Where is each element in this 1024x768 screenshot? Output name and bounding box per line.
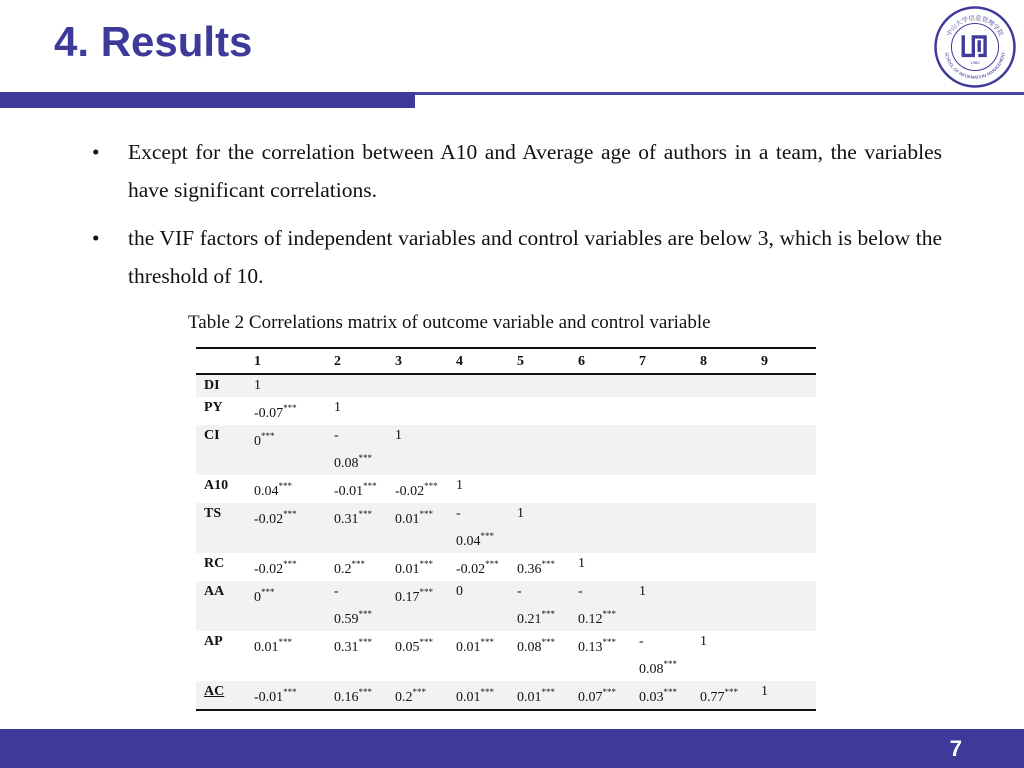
table-cell	[700, 397, 761, 425]
table-cell: 0.07***	[578, 687, 616, 705]
table-cell: 0.77***	[700, 687, 738, 705]
significance-mark: ***	[602, 637, 616, 647]
table-cell: 0	[456, 584, 463, 599]
table-cell	[456, 425, 517, 475]
significance-mark: ***	[541, 687, 555, 697]
column-header: 3	[395, 354, 402, 369]
table-cell: 0.01***	[456, 637, 494, 655]
logo-text-bottom: SCHOOL OF INFORMATION MANAGEMENT	[943, 51, 1007, 80]
table-cell: 1	[639, 584, 646, 599]
row-label: AP	[204, 634, 223, 649]
column-header: 5	[517, 354, 524, 369]
table-row	[196, 581, 816, 631]
significance-mark: ***	[485, 559, 499, 569]
significance-mark: ***	[261, 431, 275, 441]
table-cell	[334, 374, 395, 397]
table-cell: - 0.08***	[334, 428, 372, 471]
table-cell: -0.01***	[254, 687, 297, 705]
column-header: 8	[700, 354, 707, 369]
table-cell	[395, 397, 456, 425]
table-cell: 0.13***	[578, 637, 616, 655]
table-cell: 0.31***	[334, 509, 372, 527]
table-cell: 1	[578, 556, 585, 571]
significance-mark: ***	[480, 637, 494, 647]
table-cell	[761, 503, 816, 553]
table-cell	[700, 553, 761, 581]
row-label: PY	[204, 400, 223, 415]
table-cell	[456, 374, 517, 397]
table-cell	[700, 503, 761, 553]
significance-mark: ***	[278, 637, 292, 647]
significance-mark: ***	[602, 609, 616, 619]
table-cell	[639, 374, 700, 397]
table-cell	[700, 581, 761, 631]
table-cell: 0.31***	[334, 637, 372, 655]
row-label: CI	[204, 428, 220, 443]
significance-mark: ***	[663, 687, 677, 697]
table-cell	[761, 631, 816, 681]
table-row	[196, 631, 816, 681]
table-cell	[639, 503, 700, 553]
table-cell	[761, 475, 816, 503]
table-cell	[639, 425, 700, 475]
significance-mark: ***	[358, 687, 372, 697]
table-cell	[578, 374, 639, 397]
correlation-table	[196, 347, 816, 711]
table-cell: -0.01***	[334, 481, 377, 499]
significance-mark: ***	[278, 481, 292, 491]
table-cell: 0.03***	[639, 687, 677, 705]
table-row	[196, 553, 816, 581]
column-header: 7	[639, 354, 646, 369]
table-cell: 0***	[254, 431, 275, 449]
table-cell: - 0.04***	[456, 506, 494, 549]
significance-mark: ***	[283, 687, 297, 697]
table-cell: 0.01***	[395, 559, 433, 577]
significance-mark: ***	[358, 509, 372, 519]
table-cell: -0.02***	[395, 481, 438, 499]
table-cell: - 0.59***	[334, 584, 372, 627]
table-cell	[517, 475, 578, 503]
table-cell: 1	[456, 478, 463, 493]
significance-mark: ***	[419, 509, 433, 519]
significance-mark: ***	[363, 481, 377, 491]
table-cell: - 0.12***	[578, 584, 616, 627]
column-header: 4	[456, 354, 463, 369]
significance-mark: ***	[541, 559, 555, 569]
column-header: 2	[334, 354, 341, 369]
table-cell	[578, 475, 639, 503]
table-cell: 0***	[254, 587, 275, 605]
table-cell	[517, 425, 578, 475]
table-cell	[578, 425, 639, 475]
bullet-marker: •	[92, 226, 100, 250]
significance-mark: ***	[541, 637, 555, 647]
table-cell: -0.07***	[254, 403, 297, 421]
table-cell: 0.04***	[254, 481, 292, 499]
table-row	[196, 425, 816, 475]
table-cell: 1	[700, 634, 707, 649]
table-cell: 0.2***	[334, 559, 365, 577]
table-cell	[578, 397, 639, 425]
table-cell	[517, 374, 578, 397]
school-seal-icon	[931, 5, 1019, 89]
row-label: AA	[204, 584, 225, 599]
table-cell	[700, 425, 761, 475]
table-cell: 0.05***	[395, 637, 433, 655]
table-cell	[517, 397, 578, 425]
table-cell	[761, 553, 816, 581]
table-cell: -0.02***	[456, 559, 499, 577]
table-cell: - 0.08***	[639, 634, 677, 677]
row-label: DI	[204, 378, 220, 393]
footer-bar	[0, 729, 1024, 768]
header-rule-accent	[0, 92, 415, 108]
table-cell: 0.01***	[254, 637, 292, 655]
significance-mark: ***	[419, 637, 433, 647]
row-label: TS	[204, 506, 222, 521]
column-header	[196, 348, 254, 374]
table-cell	[761, 581, 816, 631]
table-caption: Table 2 Correlations matrix of outcome variable and control variable	[188, 312, 711, 333]
significance-mark: ***	[283, 509, 297, 519]
row-label: AC	[204, 684, 225, 699]
table-cell: 1	[761, 684, 768, 699]
table-cell: 0.08***	[517, 637, 555, 655]
page-number: 7	[949, 736, 962, 761]
slide-title: 4. Results	[54, 18, 253, 65]
significance-mark: ***	[663, 659, 677, 669]
table-cell	[456, 397, 517, 425]
column-header: 1	[254, 354, 261, 369]
table-cell: 0.17***	[395, 587, 433, 605]
table-row	[196, 397, 816, 425]
table-cell	[700, 475, 761, 503]
column-header: 6	[578, 354, 585, 369]
table-cell: 0.01***	[517, 687, 555, 705]
table-cell	[700, 374, 761, 397]
svg-text:中山大学信息管理学院	[944, 13, 1006, 38]
table-cell: 0.01***	[456, 687, 494, 705]
table-header-row	[196, 348, 816, 374]
significance-mark: ***	[602, 687, 616, 697]
table-cell	[578, 503, 639, 553]
table-row	[196, 475, 816, 503]
table-body	[196, 374, 816, 710]
significance-mark: ***	[480, 687, 494, 697]
table-cell	[395, 374, 456, 397]
significance-mark: ***	[424, 481, 438, 491]
table-cell	[761, 397, 816, 425]
table-cell: 0.16***	[334, 687, 372, 705]
column-header: 9	[761, 354, 768, 369]
table-cell	[639, 397, 700, 425]
bullet-marker: •	[92, 140, 100, 164]
bullet-text: the VIF factors of independent variables and control variables are below 3, which is below the threshold of 10.	[128, 226, 942, 288]
table-cell: - 0.21***	[517, 584, 555, 627]
significance-mark: ***	[419, 587, 433, 597]
table-cell	[639, 475, 700, 503]
table-cell	[761, 374, 816, 397]
significance-mark: ***	[283, 559, 297, 569]
bullet-list	[92, 133, 942, 305]
table-cell: 1	[254, 378, 261, 393]
table-cell: 0.01***	[395, 509, 433, 527]
table-row	[196, 681, 816, 710]
table-cell: 0.2***	[395, 687, 426, 705]
table-cell: -0.02***	[254, 509, 297, 527]
significance-mark: ***	[351, 559, 365, 569]
significance-mark: ***	[412, 687, 426, 697]
significance-mark: ***	[480, 531, 494, 541]
significance-mark: ***	[541, 609, 555, 619]
table-cell	[639, 553, 700, 581]
significance-mark: ***	[358, 637, 372, 647]
table-cell: 1	[517, 506, 524, 521]
significance-mark: ***	[261, 587, 275, 597]
table-row	[196, 374, 816, 397]
logo-text-top: 中山大学信息管理学院	[945, 14, 1005, 38]
significance-mark: ***	[724, 687, 738, 697]
table-cell: 1	[395, 428, 402, 443]
table-cell: 1	[334, 400, 341, 415]
row-label: RC	[204, 556, 225, 571]
bullet-item	[92, 219, 942, 295]
table-cell: 0.36***	[517, 559, 555, 577]
logo-year: 1980	[970, 59, 980, 65]
significance-mark: ***	[358, 609, 372, 619]
row-label: A10	[204, 478, 229, 493]
significance-mark: ***	[358, 453, 372, 463]
significance-mark: ***	[283, 403, 297, 413]
table-cell	[761, 425, 816, 475]
bullet-text: Except for the correlation between A10 and Average age of authors in a team, the variables have significant correlations.	[128, 140, 942, 202]
significance-mark: ***	[419, 559, 433, 569]
table-cell: -0.02***	[254, 559, 297, 577]
table-row	[196, 503, 816, 553]
bullet-item	[92, 133, 942, 209]
